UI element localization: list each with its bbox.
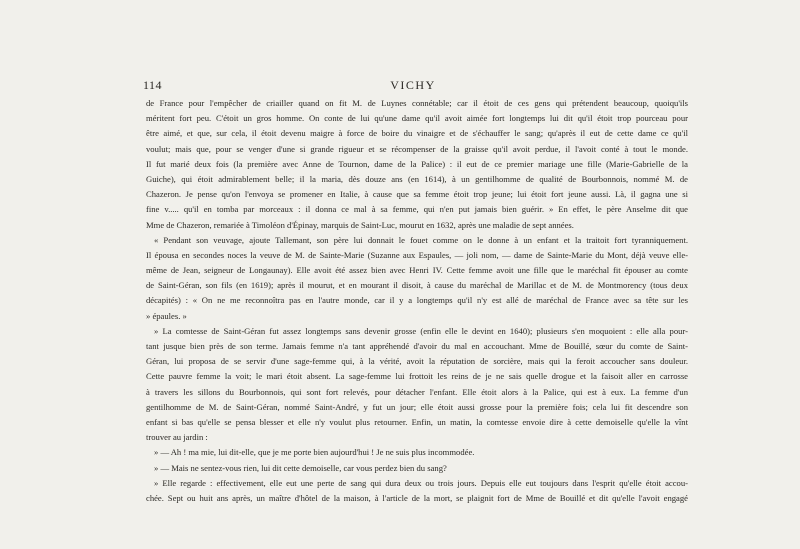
text-line: de France pour l'empêcher de criailler quand on fit M. de Luynes connétable; car il étoit de ces gens qui prétendent beaucoup, quoiqu'ils bbox=[146, 98, 688, 108]
text-line: méritent fort peu. C'étoit un gros homme. On conte de lui qu'une dame qu'il avoit aimée fort longtemps lui dit qu'il étoit trop pourceau pour bbox=[146, 113, 688, 124]
text-line: voulut; mais que, pour se venger d'une si grande rigueur et se récompenser de la graisse qu'il avoit perdue, il l'avoit conté à tout le monde. bbox=[146, 143, 688, 154]
text-line: à travers les sillons du Bourbonnois, qui sont fort relevés, pour détacher l'enfant. Elle étoit alors à la Palice, qui est à eux. La femme d'un bbox=[146, 386, 688, 397]
page-number: 114 bbox=[143, 78, 163, 92]
text-line: être aimé, et que, sur cela, il étoit devenu maigre à force de boire du vinaigre et de s'échauffer le sang; qu'après il eut de cette dame ce qu'il bbox=[146, 128, 688, 139]
text-line: » — Ah ! ma mie, lui dit-elle, que je me porte bien aujourd'hui ! Je ne suis plus incommodée. bbox=[154, 447, 475, 458]
text-line: gentilhomme de M. de Saint-Géran, nommé Saint-André, y fut un jour; elle étoit aussi grosse pour la première fois; cela lui fit descendre son bbox=[146, 401, 688, 412]
text-line: chée. Sept ou huit ans après, un maître d'hôtel de la maison, à l'article de la mort, se plaignit fort de Mme de Bouillé et dit qu'elle l'avoit engagé bbox=[146, 492, 688, 503]
text-line: de Saint-Géran, son fils (en 1619); après il mourut, et en mourant il disoit, à cause du maréchal de Marillac et de M. de Montmorency (tous deux bbox=[146, 280, 688, 291]
text-line: enfant si bas qu'elle se pensa blesser et elle n'y voulut plus retourner. Enfin, un matin, la comtesse envoie dire à cette demoiselle qu'elle la vînt bbox=[146, 416, 688, 427]
text-line: « Pendant son veuvage, ajoute Tallemant, son père lui donnait le fouet comme on le donne à un enfant et la traitoit fort tyranniquement. bbox=[154, 234, 688, 245]
text-line: Cette pauvre femme la voit; le mari étoit absent. La sage-femme lui frottoit les reins de je ne sais quelle drogue et la faisoit aller en carrosse bbox=[146, 371, 688, 382]
text-line: trouver au jardin : bbox=[146, 432, 208, 443]
running-head: VICHY bbox=[390, 78, 436, 92]
text-line: Mme de Chazeron, remariée à Timoléon d'Épinay, marquis de Saint-Luc, mourut en 1632, après une maladie de sept années. bbox=[146, 219, 574, 230]
text-line: » La comtesse de Saint-Géran fut assez longtemps sans devenir grosse (enfin elle le devint en 1640); plusieurs s'en moquoient : elle alla pour- bbox=[154, 325, 688, 336]
body-text bbox=[146, 96, 688, 506]
text-line: » Elle regarde : effectivement, elle eut une perte de sang qui dura deux ou trois jours. Depuis elle eut toujours dans l'esprit qu'elle étoit accou- bbox=[154, 477, 688, 488]
text-line: » épaules. » bbox=[146, 310, 187, 321]
text-line: tant jusque bien près de son terme. Jamais femme n'a tant appréhendé d'avoir du mal en accouchant. Mme de Bouillé, sœur du comte de Saint- bbox=[146, 341, 688, 351]
text-line: Il épousa en secondes noces la veuve de M. de Sainte-Marie (Suzanne aux Espaules, — joli nom, — dame de Sainte-Marie du Mont, déjà veuve elle- bbox=[146, 249, 688, 260]
text-line: Chazeron. Je pense qu'on l'envoya se promener en Italie, à cause que sa femme étoit trop jeune; lui étoit fort jeune aussi. Là, il gagna une si bbox=[146, 189, 688, 200]
text-line: Il fut marié deux fois (la première avec Anne de Tournon, dame de la Palice) : il eut de ce premier mariage une fille (Marie-Gabrielle de la bbox=[146, 158, 688, 169]
text-line: Géran, lui proposa de se servir d'une sage-femme qui, à la vérité, avoit la réputation de sorcière, mais qui la feroit accoucher sans douleur. bbox=[146, 356, 688, 367]
text-line: même de Jean, seigneur de Longaunay). Elle avoit été assez bien avec Henri IV. Cette femme avoit une fille que le maréchal fit épouser au comte bbox=[146, 265, 688, 276]
text-line: décapités) : « On ne me reconnoîtra pas en l'autre monde, car il y a longtemps qu'il n'y est allé de maréchal de France avec sa tête sur les bbox=[146, 295, 688, 306]
text-line: » — Mais ne sentez-vous rien, lui dit cette demoiselle, car vous perdez bien du sang? bbox=[154, 462, 447, 473]
text-line: fine v..... qu'il en tomba par morceaux : il donna ce mal à sa femme, qui n'en put jamais bien guérir. » En effet, le père Anselme dit que bbox=[146, 204, 688, 215]
page-header bbox=[143, 78, 683, 94]
text-line: Guiche), qui étoit admirablement belle; il la maria, dès douze ans (en 1614), à un gentilhomme de qualité de Bourbonnois, nommé M. de bbox=[146, 173, 688, 184]
